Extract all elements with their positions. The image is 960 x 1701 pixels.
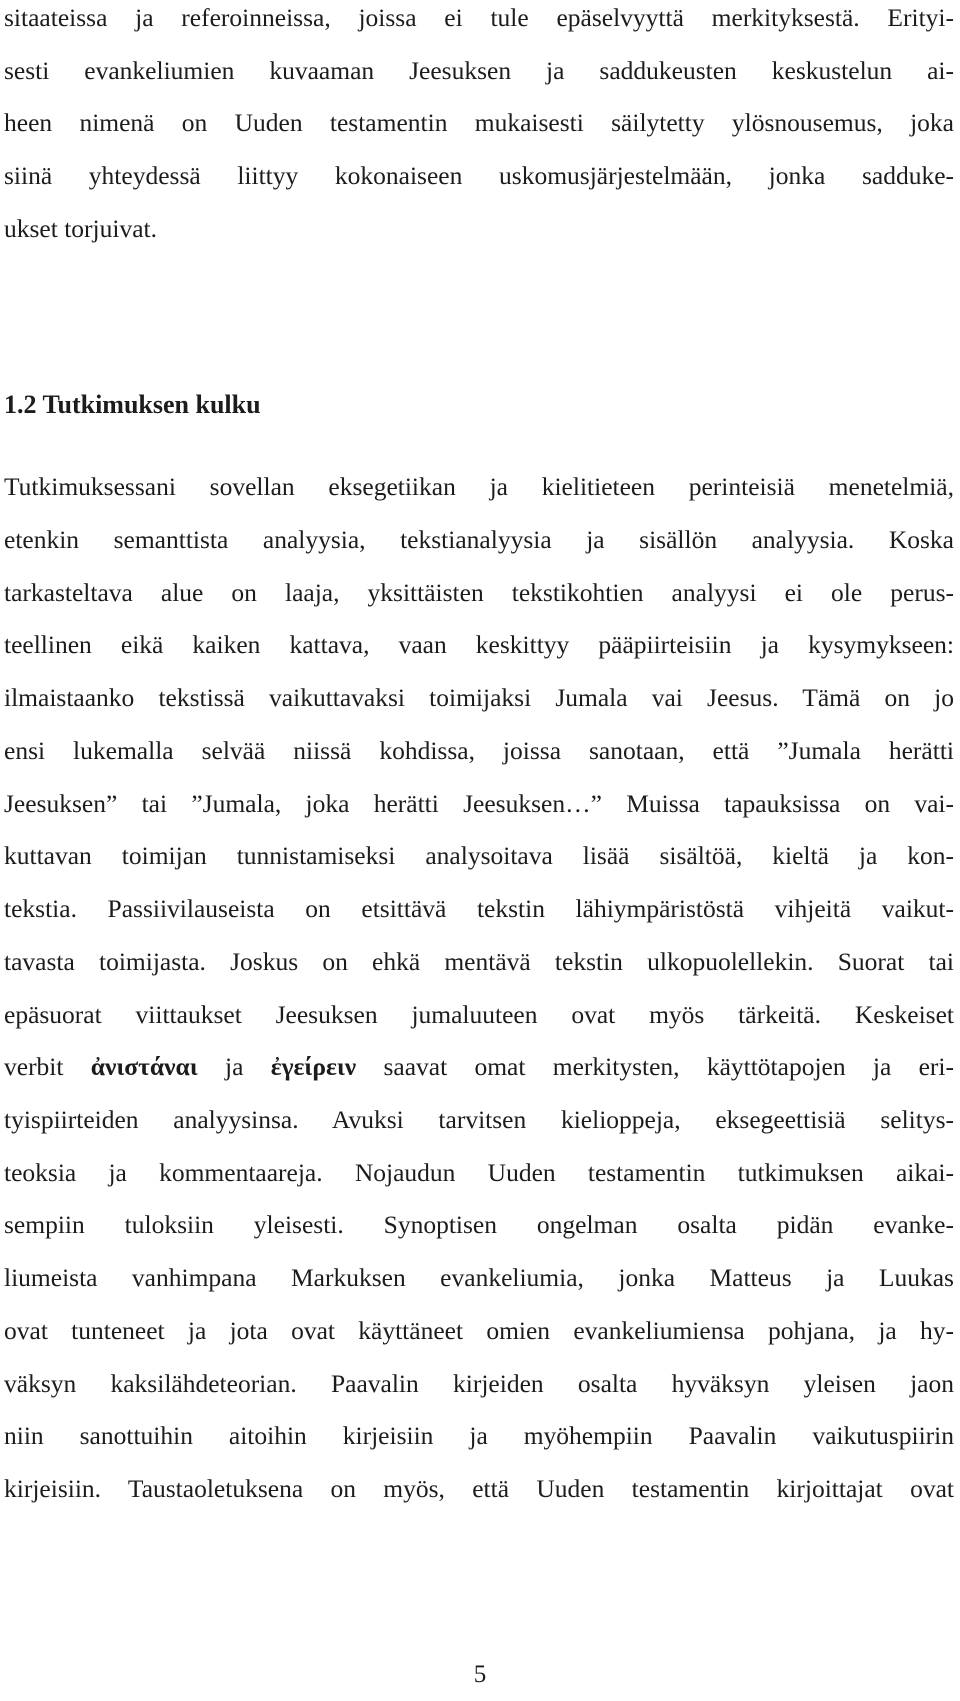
body-line: sempiin tuloksiin yleisesti. Synoptisen ongelman osalta pidän evanke- xyxy=(4,1210,954,1239)
body-line: tyispiirteiden analyysinsa. Avuksi tarvitsen kielioppeja, eksegeettisiä selitys- xyxy=(4,1105,954,1134)
intro-line: sesti evankeliumien kuvaaman Jeesuksen ja saddukeusten keskustelun ai- xyxy=(4,56,954,85)
body-line: tarkasteltava alue on laaja, yksittäisten tekstikohtien analyysi ei ole perus- xyxy=(4,578,954,607)
greek-line-pre: verbit xyxy=(4,1052,91,1081)
body-line: kirjeisiin. Taustaoletuksena on myös, että Uuden testamentin kirjoittajat ovat xyxy=(4,1474,954,1503)
body-line: epäsuorat viittaukset Jeesuksen jumaluuteen ovat myös tärkeitä. Keskeiset xyxy=(4,1000,954,1029)
greek-line-post: saavat omat merkitysten, käyttötapojen ja eri- xyxy=(356,1052,954,1081)
body-line: ensi lukemalla selvää niissä kohdissa, joissa sanotaan, että ”Jumala herätti xyxy=(4,736,954,765)
intro-line: ukset torjuivat. xyxy=(4,214,157,243)
greek-verbs-line xyxy=(4,1052,954,1082)
page-number: 5 xyxy=(473,1661,487,1688)
intro-line: siinä yhteydessä liittyy kokonaiseen uskomusjärjestelmään, jonka sadduke- xyxy=(4,161,954,190)
body-line: ovat tunteneet ja jota ovat käyttäneet omien evankeliumiensa pohjana, ja hy- xyxy=(4,1316,954,1345)
body-line: väksyn kaksilähdeteorian. Paavalin kirjeiden osalta hyväksyn yleisen jaon xyxy=(4,1369,954,1398)
body-line: tavasta toimijasta. Joskus on ehkä mentävä tekstin ulkopuolellekin. Suorat tai xyxy=(4,947,954,976)
section-heading: 1.2 Tutkimuksen kulku xyxy=(4,390,261,419)
greek-line-mid: ja xyxy=(197,1052,271,1081)
intro-line: heen nimenä on Uuden testamentin mukaisesti säilytetty ylösnousemus, joka xyxy=(4,108,954,137)
greek-word-anistanai: ἀνιστάναι xyxy=(90,1052,198,1081)
body-line: etenkin semanttista analyysia, tekstianalyysia ja sisällön analyysia. Koska xyxy=(4,525,954,554)
body-line: Jeesuksen” tai ”Jumala, joka herätti Jeesuksen…” Muissa tapauksissa on vai- xyxy=(4,789,954,818)
body-line: liumeista vanhimpana Markuksen evankeliumia, jonka Matteus ja Luukas xyxy=(4,1263,954,1292)
greek-word-egeirein: ἐγείρειν xyxy=(270,1052,357,1081)
body-line: Tutkimuksessani sovellan eksegetiikan ja kielitieteen perinteisiä menetelmiä, xyxy=(4,472,954,501)
body-line: niin sanottuihin aitoihin kirjeisiin ja myöhempiin Paavalin vaikutuspiirin xyxy=(4,1421,954,1450)
body-line: teoksia ja kommentaareja. Nojaudun Uuden testamentin tutkimuksen aikai- xyxy=(4,1158,954,1187)
body-line: kuttavan toimijan tunnistamiseksi analysoitava lisää sisältöä, kieltä ja kon- xyxy=(4,841,954,870)
intro-line: sitaateissa ja referoinneissa, joissa ei tule epäselvyyttä merkityksestä. Erityi- xyxy=(4,3,954,32)
body-line: tekstia. Passiivilauseista on etsittävä tekstin lähiympäristöstä vihjeitä vaikut- xyxy=(4,894,954,923)
body-line: ilmaistaanko tekstissä vaikuttavaksi toimijaksi Jumala vai Jeesus. Tämä on jo xyxy=(4,683,954,712)
body-line: teellinen eikä kaiken kattava, vaan keskittyy pääpiirteisiin ja kysymykseen: xyxy=(4,630,954,659)
